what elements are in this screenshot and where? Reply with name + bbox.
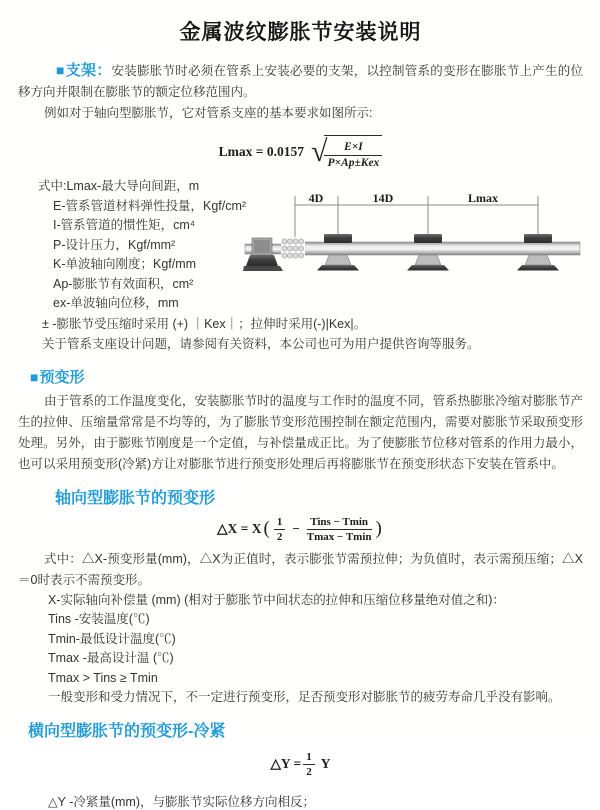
fraction-denominator: 2 bbox=[306, 765, 312, 778]
bellows-expansion-joint bbox=[281, 237, 305, 260]
one-half-fraction bbox=[303, 751, 315, 778]
predeform-section-heading bbox=[30, 366, 583, 387]
lateral-predeform-heading: 横向型膨胀节的预变形-冷紧 bbox=[28, 722, 226, 740]
support-requirement-diagram bbox=[243, 192, 583, 278]
predeform-heading-text: 预变形 bbox=[39, 368, 85, 386]
predeform-body-paragraph: 由于管系的工作温度变化，安装膨胀节时的温度与工作时的温度不同，管系热膨胀冷缩对膨胀节产生的拉伸、压缩量常常是不均等的，为了膨胀节变形范围控制在额定范围内，需要对膨胀节采取预变形处理。另外，由于膨账节刚度是一个定值，与补偿量成正比。为了使膨胀节位移对管系的作用力最小，也可以采用预变形(冷紧)方让对膨胀节进行预变形处理后再将膨胀节在预变形状态下安装在管系中。 bbox=[18, 393, 583, 471]
axial-where-paragraph: 式中：△X-预变形量(mm)，△X为正值时，表示膨张节需预拉伸；为负值时，表示需预压缩；△X＝0时表示不需预变形。 bbox=[18, 551, 583, 587]
fraction-numerator: 1 bbox=[274, 516, 286, 530]
axial-predeform-heading: 轴向型膨胀节的预变形 bbox=[55, 489, 216, 507]
support-section-label: 支架： bbox=[65, 62, 112, 79]
support-intro-text: 安装膨胀节时必须在管系上安装必要的支架，以控制管系的变形在膨胀节上产生的位移方向并限制在膨胀节的额定位移范围内。 bbox=[18, 64, 583, 99]
formula-lhs: Lmax = 0.0157 bbox=[218, 143, 304, 159]
axial-predeform-formula bbox=[18, 516, 583, 543]
delta-y-note-line: △Y -冷紧量(mm)，与膨胀节实际位移方向相反； bbox=[48, 794, 316, 809]
fraction-numerator: 1 bbox=[303, 751, 315, 765]
radical-body bbox=[324, 135, 382, 170]
formula-prefix: △X = X bbox=[217, 521, 262, 536]
blue-square-bullet-icon: ■ bbox=[56, 62, 65, 78]
consult-note: 关于管系支座设计问题，请参阅有关资料，本公司也可为用户提供咨询等服务。 bbox=[42, 336, 480, 351]
fraction-numerator: Tins − Tmin bbox=[307, 516, 372, 530]
x-definition-line: X-实际轴向补偿量 (mm) (相对于膨胀节中间状态的拉伸和压缩位移量绝对值之和)： bbox=[48, 592, 505, 607]
page-title: 金属波纹膨胀节安装说明 bbox=[179, 21, 422, 44]
dimension-lines bbox=[295, 196, 538, 238]
definition-line: P-设计压力，Kgf/mm² bbox=[53, 237, 176, 252]
dim-label-lmax: Lmax bbox=[468, 191, 498, 205]
minus-sign: − bbox=[292, 521, 300, 536]
right-paren: ) bbox=[375, 518, 382, 539]
radical-sign-icon: √ bbox=[311, 134, 328, 168]
plus-minus-note: ± -膨胀节受压缩时采用 (+) ｜Kex｜；拉伸时采用(-)|Kex|。 bbox=[42, 316, 367, 331]
temperature-inequality-line: Tmax > Tins ≥ Tmin bbox=[48, 670, 158, 685]
formula-suffix: Y bbox=[320, 756, 331, 771]
definition-line: K-单波轴向刚度；Kgf/mm bbox=[53, 257, 197, 271]
temperature-fraction bbox=[307, 516, 372, 543]
where-line: 式中:Lmax-最大导向间距，m bbox=[38, 179, 200, 193]
tmin-line: Tmin-最低设计温度(℃) bbox=[48, 631, 176, 646]
lmax-formula bbox=[18, 133, 583, 170]
dim-label-14d: 14D bbox=[372, 191, 394, 205]
anchor-support bbox=[243, 238, 283, 271]
one-half-fraction bbox=[274, 516, 286, 543]
dim-label-4d: 4D bbox=[308, 191, 324, 205]
definition-line: ex-单波轴向位移，mm bbox=[53, 296, 179, 310]
fraction-denominator: Tmax − Tmin bbox=[306, 530, 372, 543]
fraction bbox=[324, 141, 382, 170]
support-example-line: 例如对于轴向型膨胀节，它对管系支座的基本要求如图所示: bbox=[44, 106, 373, 120]
fraction-numerator: E×I bbox=[324, 141, 382, 156]
lateral-predeform-formula bbox=[18, 751, 583, 778]
tmax-line: Tmax -最高设计温 (℃) bbox=[48, 651, 174, 665]
pipe bbox=[303, 242, 580, 255]
fraction-denominator: P×Ap±Kex bbox=[327, 157, 380, 169]
definition-line: E-管系管道材料弹性投量，Kgf/cm² bbox=[53, 198, 247, 213]
formula-prefix: △Y = bbox=[270, 756, 302, 771]
definition-line: I-管系管道的惯性矩，cm⁴ bbox=[53, 218, 196, 232]
definition-line: Ap-膨胀节有效面积，cm² bbox=[53, 276, 194, 291]
support-intro-paragraph bbox=[18, 60, 583, 103]
fraction-denominator: 2 bbox=[276, 530, 283, 543]
tins-line: Tins -安装温度(℃) bbox=[48, 612, 150, 626]
axial-note-line: 一般变形和受力情况下，不一定进行预变形，足否预变形对膨胀节的疲劳寿命几乎没有影响。 bbox=[48, 690, 561, 704]
left-paren: ( bbox=[263, 518, 270, 539]
blue-square-bullet-icon: ■ bbox=[30, 368, 39, 385]
